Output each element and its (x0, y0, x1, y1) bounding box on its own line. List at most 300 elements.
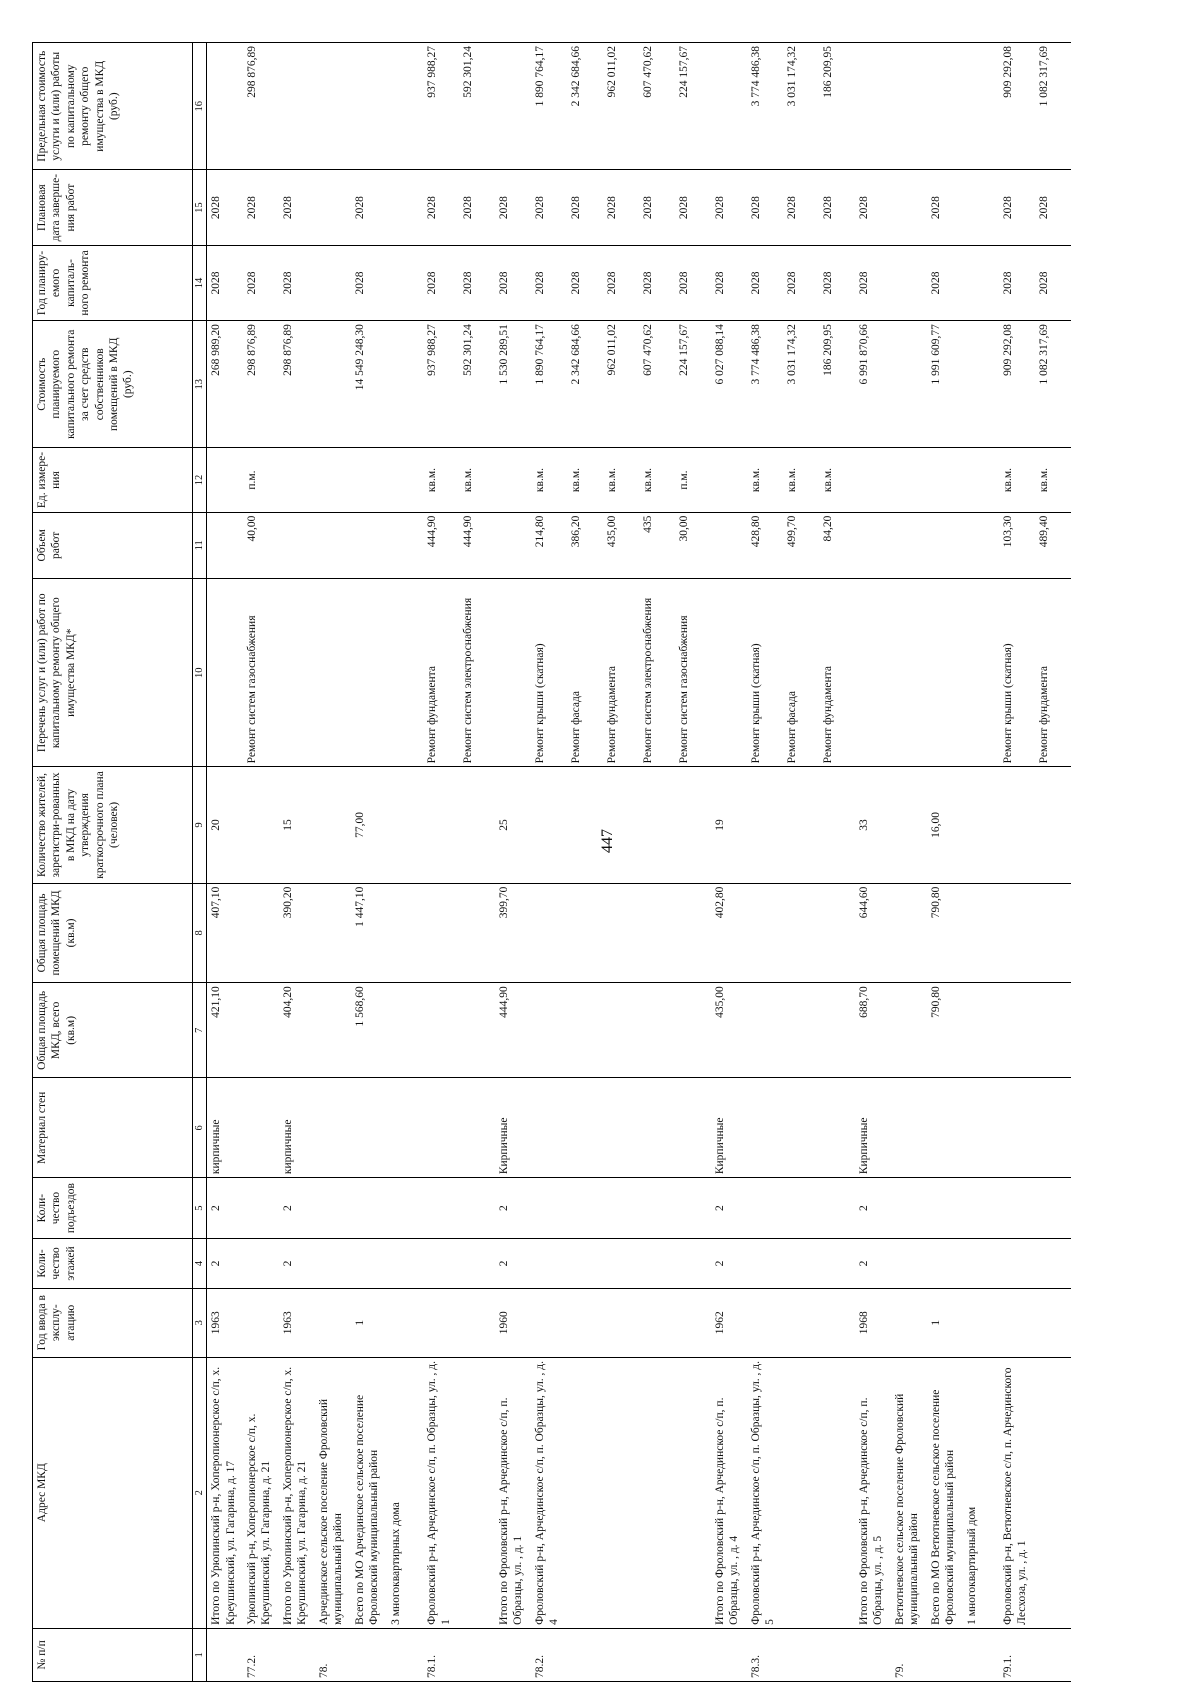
row-number-cell: 78. (315, 1628, 351, 1681)
table-cell (711, 512, 747, 578)
table-cell (603, 1239, 639, 1289)
table-cell: 30,00 (675, 512, 711, 578)
table-row (747, 43, 783, 1682)
table-cell: 2028 (459, 245, 495, 320)
table-cell (423, 983, 459, 1078)
table-cell: 2028 (855, 245, 891, 320)
column-index-cell: 2 (193, 1357, 207, 1628)
table-cell (495, 512, 531, 578)
row-number-cell (819, 1628, 855, 1681)
table-row (711, 43, 747, 1682)
table-cell: 25 (495, 767, 531, 883)
column-index-row (193, 43, 207, 1682)
table-cell (639, 1178, 675, 1239)
table-cell (855, 448, 891, 512)
table-cell (927, 448, 963, 512)
table-row (819, 43, 855, 1682)
table-cell: 2028 (819, 245, 855, 320)
table-cell: 1 568,60 (351, 983, 387, 1078)
table-cell (387, 43, 423, 170)
table-cell (531, 1078, 567, 1178)
table-cell: 386,20 (567, 512, 603, 578)
table-cell (747, 1288, 783, 1357)
table-cell (963, 1288, 999, 1357)
table-cell (387, 883, 423, 983)
table-cell (999, 1239, 1035, 1289)
column-header: Предельная стоимость услуги и (или) работы по капитальному ремонту общего имущества в МКД (руб.) (33, 43, 193, 170)
table-row (891, 43, 927, 1682)
table-cell: 77,00 (351, 767, 387, 883)
table-cell (423, 1078, 459, 1178)
table-cell (351, 1178, 387, 1239)
table-cell (495, 43, 531, 170)
table-cell: 2028 (711, 170, 747, 245)
table-cell (207, 448, 243, 512)
table-cell (963, 512, 999, 578)
table-cell: 402,80 (711, 883, 747, 983)
row-number-cell (711, 1628, 747, 1681)
table-cell: Ремонт фасада (783, 579, 819, 767)
table-cell (459, 1078, 495, 1178)
table-cell (423, 1178, 459, 1239)
table-cell: 2028 (207, 245, 243, 320)
table-cell: 2028 (639, 170, 675, 245)
table-row (423, 43, 459, 1682)
table-cell: 962 011,02 (603, 321, 639, 448)
table-cell: 2028 (351, 170, 387, 245)
table-cell (819, 1078, 855, 1178)
table-cell: 20 (207, 767, 243, 883)
row-number-cell: 78.2. (531, 1628, 567, 1681)
table-cell (459, 1239, 495, 1289)
table-cell: 428,80 (747, 512, 783, 578)
table-cell (279, 448, 315, 512)
table-cell: 2028 (351, 245, 387, 320)
table-cell: 2028 (999, 245, 1035, 320)
table-cell: 2028 (243, 245, 279, 320)
table-cell: 1 530 289,51 (495, 321, 531, 448)
table-cell (783, 767, 819, 883)
table-cell (351, 512, 387, 578)
table-cell (891, 983, 927, 1078)
table-cell (927, 1078, 963, 1178)
table-cell: 84,20 (819, 512, 855, 578)
table-cell (315, 1239, 351, 1289)
table-cell (1035, 883, 1071, 983)
table-cell (783, 883, 819, 983)
address-cell (783, 1357, 819, 1628)
table-cell: 435,00 (711, 983, 747, 1078)
table-cell (603, 767, 639, 883)
table-cell (315, 1078, 351, 1178)
table-cell: кв.м. (1035, 448, 1071, 512)
table-cell (243, 767, 279, 883)
table-cell: 6 991 870,66 (855, 321, 891, 448)
row-number-cell (603, 1628, 639, 1681)
column-header: Объем работ (33, 512, 193, 578)
table-cell: кв.м. (639, 448, 675, 512)
table-cell (891, 245, 927, 320)
address-cell: Итого по Урюпинский р-н, Хоперопионерское с/п, х. Креушинский, ул. Гагарина, д. 17 (207, 1357, 243, 1628)
address-cell: Фроловский р-н, Ветютневское с/п, п. Арчединского Лесхоза, ул. , д. 1 (999, 1357, 1035, 1628)
page-number: 447 (599, 829, 616, 853)
table-cell: 2028 (567, 245, 603, 320)
table-cell: 40,00 (243, 512, 279, 578)
table-cell (891, 883, 927, 983)
table-cell (387, 1078, 423, 1178)
table-cell: 2028 (459, 170, 495, 245)
row-number-cell: 77.2. (243, 1628, 279, 1681)
column-index-cell: 4 (193, 1239, 207, 1289)
address-cell: Арчединское сельское поселение Фроловский муниципальный район (315, 1357, 351, 1628)
table-cell (783, 1288, 819, 1357)
row-number-cell (459, 1628, 495, 1681)
table-cell (891, 767, 927, 883)
table-cell (243, 1288, 279, 1357)
address-cell (639, 1357, 675, 1628)
table-cell (531, 1239, 567, 1289)
table-cell: 2 342 684,66 (567, 321, 603, 448)
table-cell (315, 579, 351, 767)
table-cell (1035, 1239, 1071, 1289)
table-cell: 1960 (495, 1288, 531, 1357)
table-cell: 2028 (1035, 245, 1071, 320)
column-header: Год планиру-емого капиталь-ного ремонта (33, 245, 193, 320)
table-cell: Ремонт крыши (скатная) (531, 579, 567, 767)
table-cell (603, 1078, 639, 1178)
table-cell (963, 767, 999, 883)
table-cell (639, 767, 675, 883)
table-cell (711, 579, 747, 767)
table-cell: 688,70 (855, 983, 891, 1078)
table-cell: Ремонт фасада (567, 579, 603, 767)
table-row (999, 43, 1035, 1682)
table-cell: 489,40 (1035, 512, 1071, 578)
table-cell (783, 1239, 819, 1289)
table-cell: 644,60 (855, 883, 891, 983)
table-cell: 404,20 (279, 983, 315, 1078)
column-index-cell: 12 (193, 448, 207, 512)
table-cell: 444,90 (495, 983, 531, 1078)
table-cell (423, 883, 459, 983)
column-index-cell: 10 (193, 579, 207, 767)
table-cell (927, 1178, 963, 1239)
table-cell: кв.м. (747, 448, 783, 512)
table-cell: 2 (207, 1239, 243, 1289)
table-cell (1035, 1288, 1071, 1357)
table-cell: 2 (207, 1178, 243, 1239)
table-cell (495, 448, 531, 512)
address-cell: Урюпинский р-н, Хоперопионерское с/п, х. Креушинский, ул. Гагарина, д. 21 (243, 1357, 279, 1628)
table-cell (315, 1178, 351, 1239)
table-cell (783, 983, 819, 1078)
table-cell: 592 301,24 (459, 43, 495, 170)
table-row (315, 43, 351, 1682)
table-cell: кв.м. (423, 448, 459, 512)
table-cell (711, 448, 747, 512)
table-cell (747, 1239, 783, 1289)
table-cell (315, 448, 351, 512)
row-number-cell (387, 1628, 423, 1681)
table-cell (387, 983, 423, 1078)
table-cell: 16,00 (927, 767, 963, 883)
table-cell (999, 983, 1035, 1078)
table-cell: 298 876,89 (243, 321, 279, 448)
table-cell: 2 (495, 1178, 531, 1239)
table-cell (315, 883, 351, 983)
table-cell: 3 031 174,32 (783, 321, 819, 448)
table-row (603, 43, 639, 1682)
table-cell: 298 876,89 (279, 321, 315, 448)
table-cell: 499,70 (783, 512, 819, 578)
table-cell: 224 157,67 (675, 321, 711, 448)
address-cell (675, 1357, 711, 1628)
row-number-cell: 78.3. (747, 1628, 783, 1681)
table-cell: 2028 (279, 245, 315, 320)
table-cell: кирпичные (207, 1078, 243, 1178)
table-cell (495, 579, 531, 767)
table-cell (999, 1078, 1035, 1178)
table-cell (1035, 983, 1071, 1078)
table-cell (387, 1239, 423, 1289)
address-cell (567, 1357, 603, 1628)
table-cell: кирпичные (279, 1078, 315, 1178)
column-index-cell: 6 (193, 1078, 207, 1178)
table-cell: 1962 (711, 1288, 747, 1357)
table-cell: Ремонт фундамента (603, 579, 639, 767)
column-header: Общая площадь помещений МКД (кв.м) (33, 883, 193, 983)
table-cell: 1 (927, 1288, 963, 1357)
table-cell (279, 579, 315, 767)
table-cell (207, 579, 243, 767)
table-cell (675, 1178, 711, 1239)
column-header: Год ввода в эксплу-атацию (33, 1288, 193, 1357)
table-cell: 1968 (855, 1288, 891, 1357)
table-cell (387, 321, 423, 448)
table-cell (999, 883, 1035, 983)
table-cell (891, 1078, 927, 1178)
table-cell (855, 43, 891, 170)
table-cell (819, 1288, 855, 1357)
table-cell (243, 1239, 279, 1289)
table-cell (999, 1178, 1035, 1239)
table-cell (603, 983, 639, 1078)
table-cell (531, 883, 567, 983)
row-number-cell: 79.1. (999, 1628, 1035, 1681)
table-cell (675, 883, 711, 983)
column-index-cell: 8 (193, 883, 207, 983)
table-cell: 1 (351, 1288, 387, 1357)
column-index-cell: 5 (193, 1178, 207, 1239)
table-cell (1035, 1078, 1071, 1178)
table-cell (855, 579, 891, 767)
table-cell (783, 1178, 819, 1239)
table-cell: Ремонт систем электроснабжения (459, 579, 495, 767)
row-number-cell (495, 1628, 531, 1681)
table-cell: 2028 (495, 245, 531, 320)
table-cell: 1963 (207, 1288, 243, 1357)
table-cell (387, 579, 423, 767)
table-cell: 2028 (243, 170, 279, 245)
table-cell: кв.м. (459, 448, 495, 512)
column-index-cell: 15 (193, 170, 207, 245)
table-cell (747, 983, 783, 1078)
row-number-cell (783, 1628, 819, 1681)
table-cell (567, 1078, 603, 1178)
table-cell (927, 579, 963, 767)
address-cell (819, 1357, 855, 1628)
table-cell: 2028 (783, 170, 819, 245)
table-cell: 3 031 174,32 (783, 43, 819, 170)
table-cell: 186 209,95 (819, 43, 855, 170)
table-cell (459, 1178, 495, 1239)
table-cell: 2028 (531, 170, 567, 245)
column-header: Материал стен (33, 1078, 193, 1178)
table-cell: 2028 (423, 245, 459, 320)
table-cell (963, 983, 999, 1078)
table-cell (783, 1078, 819, 1178)
table-cell: 2 (495, 1239, 531, 1289)
column-index-cell: 11 (193, 512, 207, 578)
table-cell (459, 1288, 495, 1357)
table-cell (963, 1239, 999, 1289)
table-cell (639, 1288, 675, 1357)
column-index-cell: 9 (193, 767, 207, 883)
table-cell (423, 767, 459, 883)
table-cell (351, 43, 387, 170)
table-cell: Ремонт систем газоснабжения (675, 579, 711, 767)
table-cell (315, 512, 351, 578)
table-cell (963, 1178, 999, 1239)
table-cell (639, 1078, 675, 1178)
table-cell (351, 1239, 387, 1289)
table-cell (1035, 1178, 1071, 1239)
table-row (531, 43, 567, 1682)
address-cell: Итого по Фроловский р-н, Арчединское с/п, п. Образцы, ул. , д. 4 (711, 1357, 747, 1628)
address-cell: Всего по МО Арчединское сельское поселение Фроловский муниципальный район (351, 1357, 387, 1628)
table-row (783, 43, 819, 1682)
table-cell: 2028 (711, 245, 747, 320)
table-row (567, 43, 603, 1682)
table-cell (387, 767, 423, 883)
table-cell: 1 082 317,69 (1035, 321, 1071, 448)
column-header: Коли-чество этажей (33, 1239, 193, 1289)
table-cell (891, 43, 927, 170)
column-index-cell: 16 (193, 43, 207, 170)
table-cell (747, 767, 783, 883)
column-header: Стоимость планируемого капитального ремонта за счет средств собственников помещений в МКД (руб.) (33, 321, 193, 448)
table-cell: 1 082 317,69 (1035, 43, 1071, 170)
table-cell: 33 (855, 767, 891, 883)
table-cell (243, 1178, 279, 1239)
table-cell (711, 43, 747, 170)
table-cell: 214,80 (531, 512, 567, 578)
table-cell (603, 883, 639, 983)
table-cell (891, 512, 927, 578)
table-cell (531, 767, 567, 883)
table-cell: 399,70 (495, 883, 531, 983)
table-cell (891, 579, 927, 767)
table-cell (315, 321, 351, 448)
table-row (351, 43, 387, 1682)
table-cell (891, 321, 927, 448)
table-cell (567, 1178, 603, 1239)
table-cell: Кирпичные (495, 1078, 531, 1178)
table-cell (387, 245, 423, 320)
table-cell: 790,80 (927, 883, 963, 983)
table-cell (387, 170, 423, 245)
table-row (243, 43, 279, 1682)
table-cell: 607 470,62 (639, 321, 675, 448)
table-cell (747, 1078, 783, 1178)
address-cell: Итого по Урюпинский р-н, Хоперопионерское с/п, х. Креушинский, ул. Гагарина, д. 21 (279, 1357, 315, 1628)
table-cell: кв.м. (819, 448, 855, 512)
row-number-cell (1035, 1628, 1071, 1681)
row-number-cell (675, 1628, 711, 1681)
table-cell: 421,10 (207, 983, 243, 1078)
table-cell: Ремонт систем электроснабжения (639, 579, 675, 767)
address-cell (1035, 1357, 1071, 1628)
row-number-cell: 79. (891, 1628, 927, 1681)
table-cell (315, 245, 351, 320)
table-cell: 1 890 764,17 (531, 321, 567, 448)
table-row (927, 43, 963, 1682)
table-row (639, 43, 675, 1682)
row-number-cell (927, 1628, 963, 1681)
table-cell (567, 883, 603, 983)
table-body (207, 43, 1071, 1682)
table-cell: 2028 (999, 170, 1035, 245)
column-header: Плановая дата заверше-ния работ (33, 170, 193, 245)
column-header: Ед. измере-ния (33, 448, 193, 512)
table-cell: 937 988,27 (423, 43, 459, 170)
table-cell: 2028 (747, 170, 783, 245)
table-cell: 2 (855, 1178, 891, 1239)
table-cell (747, 1178, 783, 1239)
table-cell (279, 512, 315, 578)
table-cell: 435,00 (603, 512, 639, 578)
address-cell: Фроловский р-н, Арчединское с/п, п. Образцы, ул. , д. 5 (747, 1357, 783, 1628)
table-cell (675, 1288, 711, 1357)
table-cell (387, 448, 423, 512)
table-cell: 2028 (675, 245, 711, 320)
table-cell: 2028 (423, 170, 459, 245)
table-cell: 435 (639, 512, 675, 578)
table-row (855, 43, 891, 1682)
table-cell: 1 991 609,77 (927, 321, 963, 448)
table-cell (819, 1178, 855, 1239)
table-cell (387, 1178, 423, 1239)
table-cell: 6 027 088,14 (711, 321, 747, 448)
table-cell: 962 011,02 (603, 43, 639, 170)
column-header: Общая площадь МКД, всего (кв.м) (33, 983, 193, 1078)
address-cell: Итого по Фроловский р-н, Арчединское с/п, п. Образцы, ул. , д. 5 (855, 1357, 891, 1628)
table-cell (819, 767, 855, 883)
table-cell (819, 883, 855, 983)
table-cell (963, 170, 999, 245)
table-row (207, 43, 243, 1682)
table-cell (279, 43, 315, 170)
column-header: № п/п (33, 1628, 193, 1681)
address-cell (459, 1357, 495, 1628)
rotated-table-container (32, 42, 1162, 1682)
table-cell (675, 767, 711, 883)
table-cell (423, 1239, 459, 1289)
table-cell: 909 292,08 (999, 321, 1035, 448)
table-cell: 15 (279, 767, 315, 883)
row-number-cell (963, 1628, 999, 1681)
table-cell: 2028 (603, 170, 639, 245)
